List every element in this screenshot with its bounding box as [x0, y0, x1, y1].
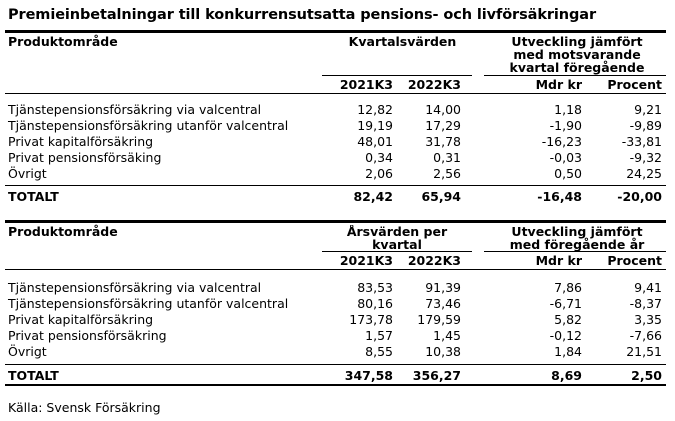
source-note: Källa: Svensk Försäkring	[8, 400, 161, 415]
table1-total-rule	[5, 185, 666, 186]
table-row	[8, 312, 666, 327]
table1-change-header-line1: Utveckling jämfört	[511, 35, 643, 49]
table2-values-subrule	[322, 251, 472, 252]
page-title: Premieinbetalningar till konkurrensutsatta pensions- och livförsäkringar	[8, 7, 597, 23]
table2-bottom-rule	[5, 384, 666, 386]
row-label: Övrigt	[8, 344, 47, 359]
cell-procent: 9,21	[634, 102, 662, 117]
table-row	[8, 118, 666, 133]
cell-2022k3: 14,00	[425, 102, 461, 117]
cell-mdr-kr: -6,71	[549, 296, 582, 311]
row-label: Tjänstepensionsförsäkring utanför valcentral	[8, 118, 289, 133]
cell-procent: 3,35	[634, 312, 662, 327]
table2-top-rule	[5, 220, 666, 223]
table1-product-header: Produktområde	[8, 34, 118, 49]
cell-2022k3: 179,59	[417, 312, 461, 327]
cell-procent: 21,51	[626, 344, 662, 359]
cell-procent: -7,66	[629, 328, 662, 343]
cell-2021k3: 80,16	[357, 296, 393, 311]
table2-annual-values-header	[322, 225, 472, 251]
cell-mdr-kr: -0,12	[549, 328, 582, 343]
cell-procent: 24,25	[626, 166, 662, 181]
total-mdr-kr: 8,69	[551, 368, 582, 383]
cell-procent: -9,89	[629, 118, 662, 133]
cell-procent: -9,32	[629, 150, 662, 165]
cell-2022k3: 31,78	[425, 134, 461, 149]
table1-col-mdr-kr: Mdr kr	[535, 77, 582, 92]
cell-mdr-kr: -1,90	[549, 118, 582, 133]
cell-2021k3: 83,53	[357, 280, 393, 295]
table1-change-header	[488, 35, 666, 75]
table2-col-2021k3: 2021K3	[339, 253, 393, 268]
table1-col-2022k3: 2022K3	[407, 77, 461, 92]
table-row	[8, 280, 666, 295]
cell-mdr-kr: -16,23	[541, 134, 582, 149]
cell-2022k3: 0,31	[433, 150, 461, 165]
row-label: Privat kapitalförsäkring	[8, 134, 154, 149]
table2-col-mdr-kr: Mdr kr	[535, 253, 582, 268]
cell-2021k3: 12,82	[357, 102, 393, 117]
cell-mdr-kr: -0,03	[549, 150, 582, 165]
cell-mdr-kr: 1,18	[554, 102, 582, 117]
row-label: Tjänstepensionsförsäkring utanför valcentral	[8, 296, 289, 311]
table2-change-subrule	[484, 251, 666, 252]
table-row	[8, 166, 666, 181]
table2-annual-values-line2: kvartal	[372, 237, 422, 251]
table2-change-header	[488, 225, 666, 251]
table2-change-header-line2: med föregående år	[509, 237, 645, 251]
table1-col-procent: Procent	[607, 77, 662, 92]
total-procent: 2,50	[631, 368, 662, 383]
table1-change-header-line3: kvartal föregående	[509, 60, 645, 75]
total-2021k3: 347,58	[344, 368, 393, 383]
cell-procent: 9,41	[634, 280, 662, 295]
table-row	[8, 150, 666, 165]
cell-2022k3: 91,39	[425, 280, 461, 295]
table-row	[8, 296, 666, 311]
total-procent: -20,00	[617, 189, 662, 204]
cell-2022k3: 73,46	[425, 296, 461, 311]
table-row	[8, 344, 666, 359]
cell-procent: -33,81	[621, 134, 662, 149]
table2-total-rule	[5, 364, 666, 365]
table2-change-header-line1: Utveckling jämfört	[511, 225, 643, 239]
cell-2022k3: 10,38	[425, 344, 461, 359]
total-label: TOTALT	[8, 368, 59, 383]
row-label: Övrigt	[8, 166, 47, 181]
table1-col-2021k3: 2021K3	[339, 77, 393, 92]
table2-annual-values-line1: Årsvärden per	[346, 225, 448, 239]
cell-2021k3: 48,01	[357, 134, 393, 149]
table2-product-header: Produktområde	[8, 224, 118, 239]
cell-2021k3: 8,55	[365, 344, 393, 359]
row-label: Tjänstepensionsförsäkring via valcentral	[8, 102, 262, 117]
row-label: Privat pensionsförsäking	[8, 150, 162, 165]
row-label: Privat pensionsförsäkring	[8, 328, 167, 343]
table2-total-row	[8, 368, 666, 383]
total-2021k3: 82,42	[353, 189, 393, 204]
table1-total-row	[8, 189, 666, 204]
row-label: Tjänstepensionsförsäkring via valcentral	[8, 280, 262, 295]
cell-2022k3: 1,45	[433, 328, 461, 343]
cell-mdr-kr: 7,86	[554, 280, 582, 295]
total-2022k3: 65,94	[421, 189, 461, 204]
total-mdr-kr: -16,48	[537, 189, 582, 204]
cell-procent: -8,37	[629, 296, 662, 311]
table1-change-subrule	[484, 75, 666, 76]
row-label: Privat kapitalförsäkring	[8, 312, 154, 327]
table2-col-procent: Procent	[607, 253, 662, 268]
table-row	[8, 102, 666, 117]
table1-header-bottom-rule	[5, 93, 666, 94]
table1-change-header-line2: med motsvarande	[513, 47, 641, 62]
table-row	[8, 134, 666, 149]
cell-mdr-kr: 1,84	[554, 344, 582, 359]
table2-col-2022k3: 2022K3	[407, 253, 461, 268]
table2-header-bottom-rule	[5, 269, 666, 270]
total-2022k3: 356,27	[412, 368, 461, 383]
cell-2021k3: 173,78	[349, 312, 393, 327]
table1-values-subrule	[322, 75, 472, 76]
cell-mdr-kr: 5,82	[554, 312, 582, 327]
cell-2021k3: 2,06	[365, 166, 393, 181]
cell-2021k3: 1,57	[365, 328, 393, 343]
cell-2021k3: 19,19	[357, 118, 393, 133]
table1-top-rule	[5, 30, 666, 33]
cell-2022k3: 2,56	[433, 166, 461, 181]
cell-mdr-kr: 0,50	[554, 166, 582, 181]
table1-subheader-row	[8, 77, 666, 92]
table2-subheader-row	[8, 253, 666, 268]
table1-quarter-values-header: Kvartalsvärden	[348, 34, 457, 49]
cell-2022k3: 17,29	[425, 118, 461, 133]
total-label: TOTALT	[8, 189, 59, 204]
table-row	[8, 328, 666, 343]
cell-2021k3: 0,34	[365, 150, 393, 165]
